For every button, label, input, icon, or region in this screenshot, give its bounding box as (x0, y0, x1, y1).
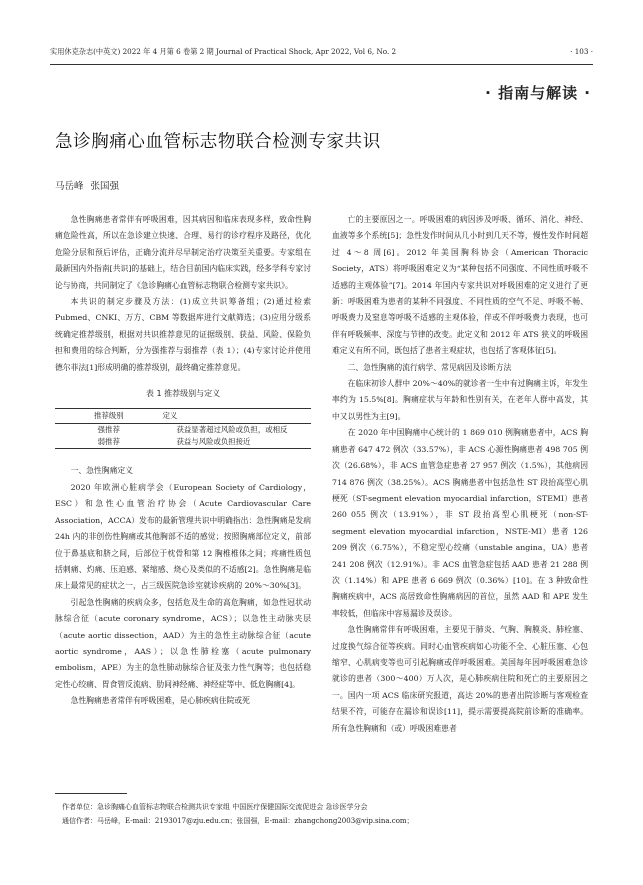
table-cell: 获益与风险或负担接近 (176, 437, 251, 447)
paragraph: 2020 年欧洲心脏病学会（European Society of Cardiology，ESC）和急性心血管治疗协会（Acute Cardiovascular Care Association，ACCA）发布的最新管理共识中明确指出：急性胸痛是发病 24h 内的非创伤性胸痛或其他胸部不适的感觉；按照胸痛部位定义，前部位于鼻基底和脐之间，后部位于枕骨和第 12 胸椎椎体之间；疼痛性质包括刺痛、灼痛、压迫感、紧缩感、烧心及类似的不适感[2]。急性胸痛是临床上最常见的症状之一，占三级医院急诊室就诊疾病的 20%～30%[3]。 (55, 482, 311, 591)
paragraph: 引起急性胸痛的疾病众多，包括危及生命的高危胸痛，如急性冠状动脉综合征（acute coronary syndrome，ACS）；以急性主动脉夹层（acute aortic dissection，AAD）为主的急性主动脉综合征（acute aortic syndrome，AAS）；以急性肺栓塞（acute pulmonary embolism，APE）为主的急性肺动脉综合征及张力性气胸等；也包括稳定性心绞痛、胃食管反流病、肋间神经痛、神经症等中、低危胸痛[4]。 (55, 597, 311, 689)
corresponding-author: 通信作者：马岳峰，E-mail：2193017@zju.edu.cn；张国强，E-mail：zhangchong2003@vip.sina.com； (62, 817, 414, 825)
paragraph: 急性胸痛患者常伴有呼吸困难，因其病因和临床表现多样，致命性胸痛危险性高，所以在急诊建立快速、合理、易行的诊疗程序及路径，优化危险分层和预后评估，正确分流并尽早制定治疗决策至关重要。专家组在最新国内外指南[共识]的基础上，结合目前国内临床实践，经多学科专家讨论与协商，共同制定了《急诊胸痛心血管标志物联合检测专家共识》。 (55, 215, 311, 290)
header-rule (50, 64, 593, 65)
table-row (55, 436, 311, 449)
paragraph: 本共识的制定步骤及方法：(1)成立共识筹备组；(2)通过检索 Pubmed、CNKI、万方、CBM 等数据库进行文献筛选；(3)应用分级系统确定推荐级别，根据对共识推荐意见的证据级别、获益、风险、保险负担和费用的综合判断，分为强推荐与弱推荐（表 1）；(4)专家讨论并使用德尔菲法[1]形成明确的推荐级别，最终确定推荐意见。 (55, 297, 311, 372)
table-header: 推荐级别 (55, 409, 163, 424)
footnote (62, 800, 414, 828)
paragraph: 急性胸痛常伴有呼吸困难，主要见于肺炎、气胸、胸膜炎、肺栓塞、过度换气综合征等疾病。同时心血管疾病如心功能不全、心脏压塞、心包缩窄、心肌病变等也可引起胸痛或伴呼吸困难。美国每年因呼吸困难急诊就诊的患者（300～400）万人次，是心肺疾病住院和死亡的主要原因之一。国内一项 ACS 临床研究报道，高达 20%的患者出院诊断与客观检查结果不符，可能存在漏诊和误诊[11]，提示需要提高院前诊断的准确率。所有急性胸痛和（或）呼吸困难患者 (332, 625, 588, 733)
paragraph: 在临床初诊人群中 20%～40%的就诊者一生中有过胸痛主诉，年发生率约为 15.5%[8]。胸痛症状与年龄和性别有关，在老年人群中高发，其中又以男性为主[9]。 (332, 379, 588, 421)
paragraph: 急性胸痛患者常伴有呼吸困难，是心肺疾病住院或死 (70, 696, 250, 706)
running-header (50, 40, 593, 62)
paragraph: 在 2020 年中国胸痛中心统计的 1 869 010 例胸痛患者中，ACS 胸痛患者 647 472 例次（33.57%），非 ACS 心源性胸痛患者 498 705 例次（26.68%），非 ACS 血管急症患者 27 957 例次（1.5%），其他病因 714 876 例次（38.25%）。ACS 胸痛患者中包括急性 ST 段抬高型心肌梗死（ST-segment elevation myocardial infarction，STEMI）患者 260 055 例次（13.91%），非 ST 段抬高型心肌梗死（non-ST-segment elevation myocardial infarction，NSTE-MI）患者 126 209 例次（6.75%），不稳定型心绞痛（unstable angina，UA）患者 241 208 例次（12.91%）。非 ACS 血管急症包括 AAD 患者 21 288 例次（1.14%）和 APE 患者 6 669 例次（0.36%）[10]。在 3 种致命性胸痛疾病中，ACS 高居致命性胸痛病因的首位，虽然 AAD 和 APE 发生率较低，但临床中容易漏诊及误诊。 (332, 428, 588, 618)
table-cell: 获益显著超过风险或负担，或相反 (176, 425, 288, 435)
section-heading: 二、急性胸痛的流行病学、常见病因及诊断方法 (347, 362, 512, 372)
footnote-rule (55, 793, 127, 794)
recommendation-table (55, 408, 311, 449)
table-header-row (55, 409, 311, 424)
section-label: · 指南与解读 · (485, 84, 591, 102)
table-header: 定义 (163, 409, 311, 424)
article-title: 急诊胸痛心血管标志物联合检测专家共识 (55, 132, 381, 152)
table-cell: 弱推荐 (97, 437, 120, 447)
authors: 马岳峰 张国强 (55, 181, 120, 192)
right-column (332, 212, 588, 737)
page-number: · 103 · (570, 47, 593, 56)
left-column (55, 212, 311, 710)
paragraph: 亡的主要原因之一。呼吸困难的病因涉及呼吸、循环、消化、神经、血液等多个系统[5]；急性发作时间从几小时到几天不等，慢性发作时间超过 4～8 周[6]。2012 年美国胸科协会（American Thoracic Society，ATS）将呼吸困难定义为“某种包括不同强度、不同性质呼吸不适感的主观体验”[7]。2014 年国内专家共识对呼吸困难的定义进行了更新：呼吸困难为患者的某种不同强度、不同性质的空气不足、呼吸不畅、呼吸费力及窒息等呼吸不适感的主观体验，伴或不伴呼吸费力表现，也可伴有呼吸频率、深度与节律的改变。此定义和 2012 年 ATS 狭义的呼吸困难定义有所不同，既包括了患者主观症状，也包括了客观体征[5]。 (332, 215, 589, 356)
section-heading: 一、急性胸痛定义 (70, 466, 133, 476)
table-cell: 强推荐 (97, 425, 120, 435)
journal-info: 实用休克杂志(中英文) 2022 年 4 月第 6 卷第 2 期 Journal of Practical Shock, Apr 2022, Vol 6, No. 2 (50, 47, 397, 56)
table-row (55, 424, 311, 437)
author-affiliation: 作者单位：急诊胸痛心血管标志物联合检测共识专家组 中国医疗保健国际交流促进会 急诊医学分会 (62, 803, 368, 811)
table-caption: 表 1 推荐级别与定义 (145, 389, 221, 399)
